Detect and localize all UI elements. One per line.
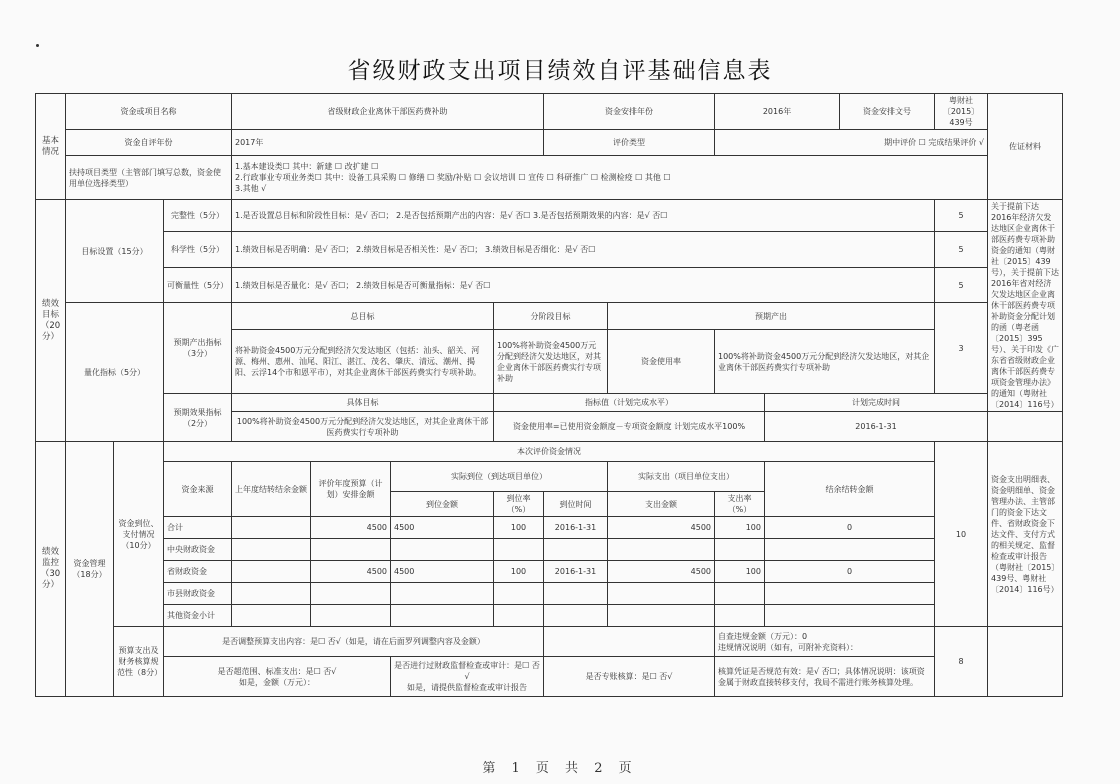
completeness-label: 完整性（5分） [164, 200, 232, 232]
col-arr-rate: 到位率（%） [494, 492, 544, 517]
goals-evidence: 关于提前下达2016年经济欠发达地区企业离休干部医药费专项补助资金的通知（粤财社〔2015〕439号），关于提前下达2016年省对经济欠发达地区企业离休干部医药费专项补助资金分配计划的函（粤老函〔2015〕395号）、关于印发《广东省省级财政企业离休干部医药费专项资金管理办法》的通知（粤财社〔2014〕116号） [988, 200, 1063, 412]
row-arrival [391, 539, 494, 561]
completeness-score: 5 [935, 200, 988, 232]
total-goal: 将补助资金4500万元分配到经济欠发达地区（包括：汕头、韶关、河源、梅州、惠州、汕尾、阳江、湛江、茂名、肇庆、清远、潮州、揭阳、云浮14个市和恩平市），对其企业离休干部医药费实行专项补助。 [232, 330, 494, 394]
row-balance [765, 583, 935, 605]
row-sp-rate: 100 [715, 517, 765, 539]
col-arr-amount: 到位金额 [391, 492, 494, 517]
goals-section-label: 绩效目标（20分） [36, 200, 66, 442]
quant-label: 量化指标（5分） [66, 303, 164, 442]
total-goal-header: 总目标 [232, 303, 494, 330]
row-budget [311, 605, 391, 627]
col-arr-time: 到位时间 [544, 492, 608, 517]
fund-score: 10 [935, 442, 988, 627]
adjust-spacer [544, 627, 715, 657]
budget-label: 预算支出及财务核算规范性（8分） [114, 627, 164, 697]
table-row [36, 517, 1063, 539]
row-sp-rate: 100 [715, 561, 765, 583]
row-arr-rate [494, 605, 544, 627]
col-budget: 评价年度预算（计划）安排金额 [311, 462, 391, 517]
row-arr-time [544, 539, 608, 561]
info-table [35, 93, 1063, 697]
monitor-section-label: 绩效监控（30分） [36, 442, 66, 697]
stage-goal: 100%将补助资金4500万元分配到经济欠发达地区，对其企业离休干部医药费实行专项补助 [494, 330, 608, 394]
category-options [232, 156, 988, 200]
completeness-text: 1.是否设置总目标和阶段性目标：是√ 否☐； 2.是否包括预期产出的内容：是√ 否☐ 3.是否包括预期效果的内容：是√ 否☐ [232, 200, 935, 232]
row-sp-rate [715, 605, 765, 627]
row-arrival [391, 605, 494, 627]
row-budget: 4500 [311, 561, 391, 583]
fund-evidence: 资金支出明细表、资金明细单、资金管理办法、主管部门的资金下达文件、省财政资金下达文件、支付方式的相关规定、监督检查或审计报告（粤财社〔2015〕439号、粤财社〔2014〕116号） [988, 442, 1063, 627]
mgmt-label: 资金管理（18分） [66, 442, 114, 697]
output-label: 预期产出指标（3分） [164, 303, 232, 394]
row-sp-rate [715, 539, 765, 561]
row-balance [765, 539, 935, 561]
plan-time: 2016-1-31 [765, 412, 988, 442]
category-label: 扶持项目类型（主管部门填写总数，资金使用单位选择类型） [66, 156, 232, 200]
row-arrival [391, 583, 494, 605]
row-budget [311, 539, 391, 561]
specific-goal-header: 具体目标 [232, 394, 494, 412]
audit-text: 是否进行过财政监督检查或审计：是☐ 否√ 如是，请提供监督检查或审计报告 [391, 657, 544, 697]
row-label: 合计 [164, 517, 232, 539]
row-carry [232, 583, 311, 605]
category-line-1: 1.基本建设类☐ 其中：新建 ☐ 改扩建 ☐ [235, 162, 379, 171]
row-arr-time: 2016-1-31 [544, 517, 608, 539]
page-footer: 第 1 页 共 2 页 [482, 761, 638, 776]
row-arr-rate [494, 583, 544, 605]
goal-setting-label: 目标设置（15分） [66, 200, 164, 303]
row-arr-time: 2016-1-31 [544, 561, 608, 583]
col-carry: 上年度结转结余金额 [232, 462, 311, 517]
plan-time-header: 计划完成时间 [765, 394, 988, 412]
col-source: 资金来源 [164, 462, 232, 517]
eval-type-label: 评价类型 [544, 130, 715, 156]
row-arrival: 4500 [391, 517, 494, 539]
effect-label: 预期效果指标（2分） [164, 394, 232, 442]
row-sp-rate [715, 583, 765, 605]
scan-dot [36, 44, 39, 47]
row-carry [232, 517, 311, 539]
expected-output-header: 预期产出 [608, 303, 935, 330]
row-balance [765, 605, 935, 627]
eval-year-value: 2017年 [232, 130, 544, 156]
year-label: 资金安排年份 [544, 94, 715, 130]
measurable-text: 1.绩效目标是否量化：是√ 否☐； 2.绩效目标是否可衡量指标：是√ 否☐ [232, 268, 935, 303]
row-arr-rate [494, 539, 544, 561]
measurable-score: 5 [935, 268, 988, 303]
budget-evidence [988, 627, 1063, 697]
project-name: 省级财政企业离休干部医药费补助 [232, 94, 544, 130]
col-balance: 结余结转金额 [765, 462, 935, 517]
row-arr-time [544, 583, 608, 605]
measurable-label: 可衡量性（5分） [164, 268, 232, 303]
row-arr-time [544, 605, 608, 627]
row-arrival: 4500 [391, 561, 494, 583]
situation-header: 本次评价资金情况 [164, 442, 935, 462]
row-balance: 0 [765, 561, 935, 583]
stage-goal-header: 分阶段目标 [494, 303, 608, 330]
account-text: 是否专账核算：是☐ 否√ [544, 657, 715, 697]
eval-year-label: 资金自评年份 [66, 130, 232, 156]
scientific-text: 1.绩效目标是否明确：是√ 否☐； 2.绩效目标是否相关性：是√ 否☐； 3.绩效目标是否细化：是√ 否☐ [232, 232, 935, 268]
adjust-text: 是否调整预算支出内容：是☐ 否√（如是，请在后面罗列调整内容及金额） [164, 627, 544, 657]
scientific-score: 5 [935, 232, 988, 268]
table-row [36, 539, 1063, 561]
col-sp-amount: 支出金额 [608, 492, 715, 517]
col-sp-rate: 支出率（%） [715, 492, 765, 517]
row-arr-rate: 100 [494, 517, 544, 539]
doc-label: 资金安排文号 [840, 94, 935, 130]
row-label: 省财政资金 [164, 561, 232, 583]
row-carry [232, 605, 311, 627]
scientific-label: 科学性（5分） [164, 232, 232, 268]
row-label: 中央财政资金 [164, 539, 232, 561]
budget-score: 8 [935, 627, 988, 697]
row-budget [311, 583, 391, 605]
goals-evidence-tail [988, 412, 1063, 442]
name-label: 资金或项目名称 [66, 94, 232, 130]
output-desc: 100%将补助资金4500万元分配到经济欠发达地区，对其企业离休干部医药费实行专项补助 [715, 330, 935, 394]
doc-value: 粤财社〔2015〕439号 [935, 94, 988, 130]
row-spend: 4500 [608, 517, 715, 539]
indicator-value: 资金使用率=已使用资金额度－专项资金额度 计划完成水平100% [494, 412, 765, 442]
row-label: 市县财政资金 [164, 583, 232, 605]
category-line-3: 3.其他 √ [235, 184, 267, 193]
voucher-text: 核算凭证是否规范有效：是√ 否☐；具体情况说明：该项资金属于财政直接转移支付，我局不需进行账务核算处理。 [715, 657, 935, 697]
col-spend: 实际支出（项目单位支出） [608, 462, 765, 492]
row-balance: 0 [765, 517, 935, 539]
col-arrival: 实际到位（到达项目单位） [391, 462, 608, 492]
category-line-2: 2.行政事业专项业务类☐ 其中：设备工具采购 ☐ 修缮 ☐ 奖励/补贴 ☐ 会议培训 ☐ 宣传 ☐ 科研推广 ☐ 检测检疫 ☐ 其他 ☐ [235, 173, 671, 182]
row-spend [608, 583, 715, 605]
row-spend [608, 539, 715, 561]
row-carry [232, 539, 311, 561]
output-score: 3 [935, 303, 988, 394]
evidence-label: 佐证材料 [988, 94, 1063, 200]
row-spend [608, 605, 715, 627]
scope-text: 是否超范围、标准支出：是☐ 否√ 如是，金额（万元）： [164, 657, 391, 697]
page-title: 省级财政支出项目绩效自评基础信息表 [347, 58, 773, 84]
fund-label: 资金到位、支付情况（10分） [114, 442, 164, 627]
eval-type-value: 期中评价 ☐ 完成结果评价 √ [715, 130, 988, 156]
violation-text: 自查违规金额（万元）：0 违规情况说明（如有，可附补充资料）： [715, 627, 935, 657]
table-row [36, 561, 1063, 583]
indicator-header: 指标值（计划完成水平） [494, 394, 765, 412]
basic-section-label: 基本情况 [36, 94, 66, 200]
row-label: 其他资金小计 [164, 605, 232, 627]
specific-goal: 100%将补助资金4500万元分配到经济欠发达地区，对其企业离休干部医药费实行专项补助 [232, 412, 494, 442]
row-budget: 4500 [311, 517, 391, 539]
year-value: 2016年 [715, 94, 840, 130]
output-indicator: 资金使用率 [608, 330, 715, 394]
row-arr-rate: 100 [494, 561, 544, 583]
row-spend: 4500 [608, 561, 715, 583]
table-row [36, 605, 1063, 627]
table-row [36, 583, 1063, 605]
row-carry [232, 561, 311, 583]
